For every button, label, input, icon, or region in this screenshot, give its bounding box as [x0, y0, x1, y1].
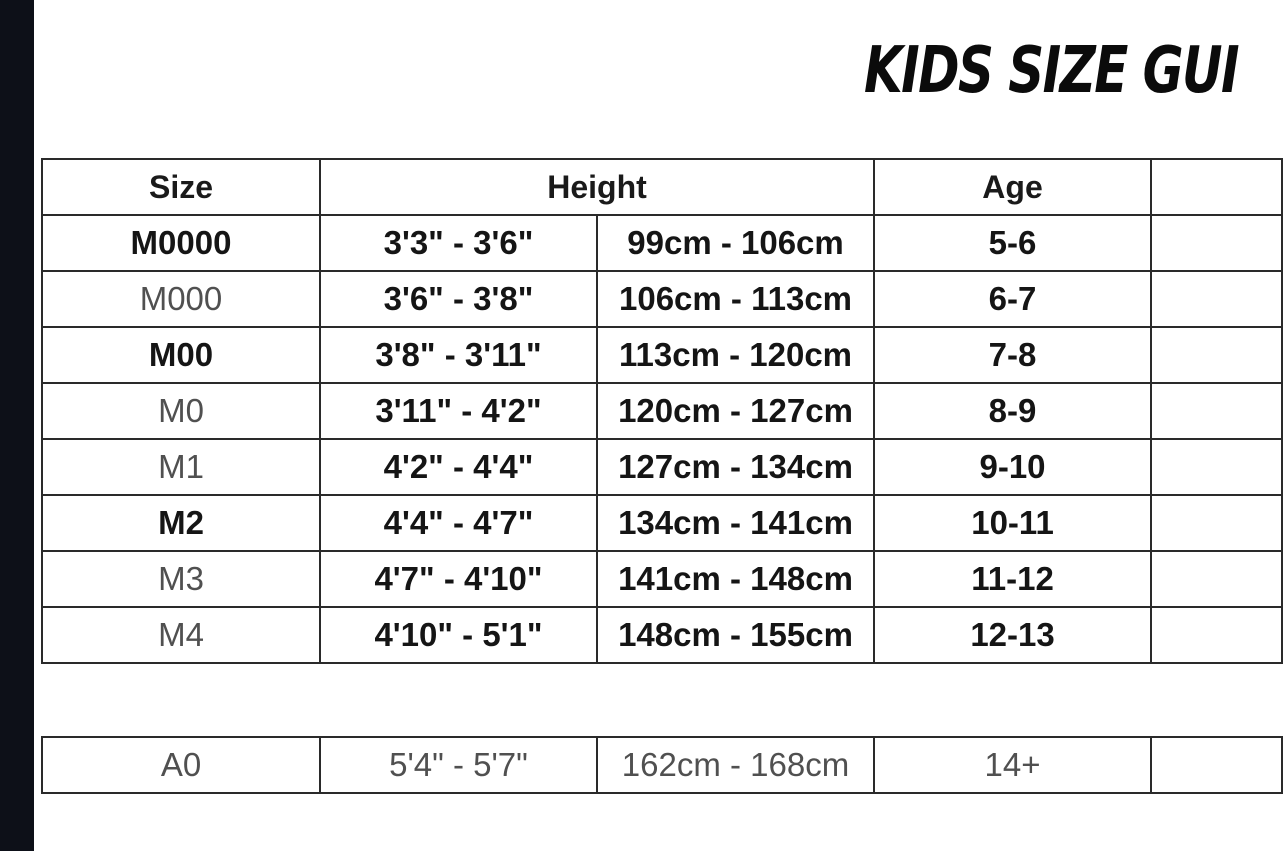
- height-metric-cell: 106cm - 113cm: [597, 271, 874, 327]
- size-cell: M3: [42, 551, 320, 607]
- height-metric-cell: 120cm - 127cm: [597, 383, 874, 439]
- size-cell: M2: [42, 495, 320, 551]
- extra-cell: [1151, 439, 1282, 495]
- left-dark-strip: [0, 0, 34, 851]
- table-row: [42, 737, 1282, 793]
- age-cell: 7-8: [874, 327, 1151, 383]
- table-row: [42, 327, 1282, 383]
- table-row: [42, 607, 1282, 663]
- size-cell: M0000: [42, 215, 320, 271]
- height-imperial-cell: 5'4" - 5'7": [320, 737, 597, 793]
- extra-cell: [1151, 383, 1282, 439]
- extra-cell: [1151, 271, 1282, 327]
- extra-cell: [1151, 495, 1282, 551]
- size-cell: M0: [42, 383, 320, 439]
- height-imperial-cell: 3'6" - 3'8": [320, 271, 597, 327]
- height-metric-cell: 148cm - 155cm: [597, 607, 874, 663]
- height-metric-cell: 99cm - 106cm: [597, 215, 874, 271]
- size-cell: M4: [42, 607, 320, 663]
- age-cell: 12-13: [874, 607, 1151, 663]
- height-metric-cell: 141cm - 148cm: [597, 551, 874, 607]
- height-metric-cell: 134cm - 141cm: [597, 495, 874, 551]
- table-row: [42, 215, 1282, 271]
- age-cell: 5-6: [874, 215, 1151, 271]
- height-imperial-cell: 4'4" - 4'7": [320, 495, 597, 551]
- size-cell: M00: [42, 327, 320, 383]
- extra-cell: [1151, 327, 1282, 383]
- extra-cell: [1151, 215, 1282, 271]
- age-cell: 11-12: [874, 551, 1151, 607]
- header-size: Size: [42, 159, 320, 215]
- age-cell: 10-11: [874, 495, 1151, 551]
- extra-cell: [1151, 607, 1282, 663]
- adult-size-table: [41, 736, 1283, 794]
- height-imperial-cell: 3'8" - 3'11": [320, 327, 597, 383]
- table-row: [42, 383, 1282, 439]
- header-extra-cell: [1151, 159, 1282, 215]
- header-height: Height: [320, 159, 874, 215]
- table-row: [42, 495, 1282, 551]
- header-age: Age: [874, 159, 1151, 215]
- height-imperial-cell: 4'2" - 4'4": [320, 439, 597, 495]
- age-cell: 14+: [874, 737, 1151, 793]
- page-title: KIDS SIZE GUI: [864, 34, 1239, 108]
- height-imperial-cell: 3'11" - 4'2": [320, 383, 597, 439]
- size-cell: M000: [42, 271, 320, 327]
- table-header-row: [42, 159, 1282, 215]
- height-imperial-cell: 4'7" - 4'10": [320, 551, 597, 607]
- height-metric-cell: 162cm - 168cm: [597, 737, 874, 793]
- age-cell: 9-10: [874, 439, 1151, 495]
- height-imperial-cell: 4'10" - 5'1": [320, 607, 597, 663]
- table-row: [42, 271, 1282, 327]
- size-cell: M1: [42, 439, 320, 495]
- table-row: [42, 439, 1282, 495]
- extra-cell: [1151, 737, 1282, 793]
- age-cell: 6-7: [874, 271, 1151, 327]
- size-cell: A0: [42, 737, 320, 793]
- age-cell: 8-9: [874, 383, 1151, 439]
- height-metric-cell: 127cm - 134cm: [597, 439, 874, 495]
- table-row: [42, 551, 1282, 607]
- height-imperial-cell: 3'3" - 3'6": [320, 215, 597, 271]
- kids-size-table: [41, 158, 1283, 664]
- extra-cell: [1151, 551, 1282, 607]
- height-metric-cell: 113cm - 120cm: [597, 327, 874, 383]
